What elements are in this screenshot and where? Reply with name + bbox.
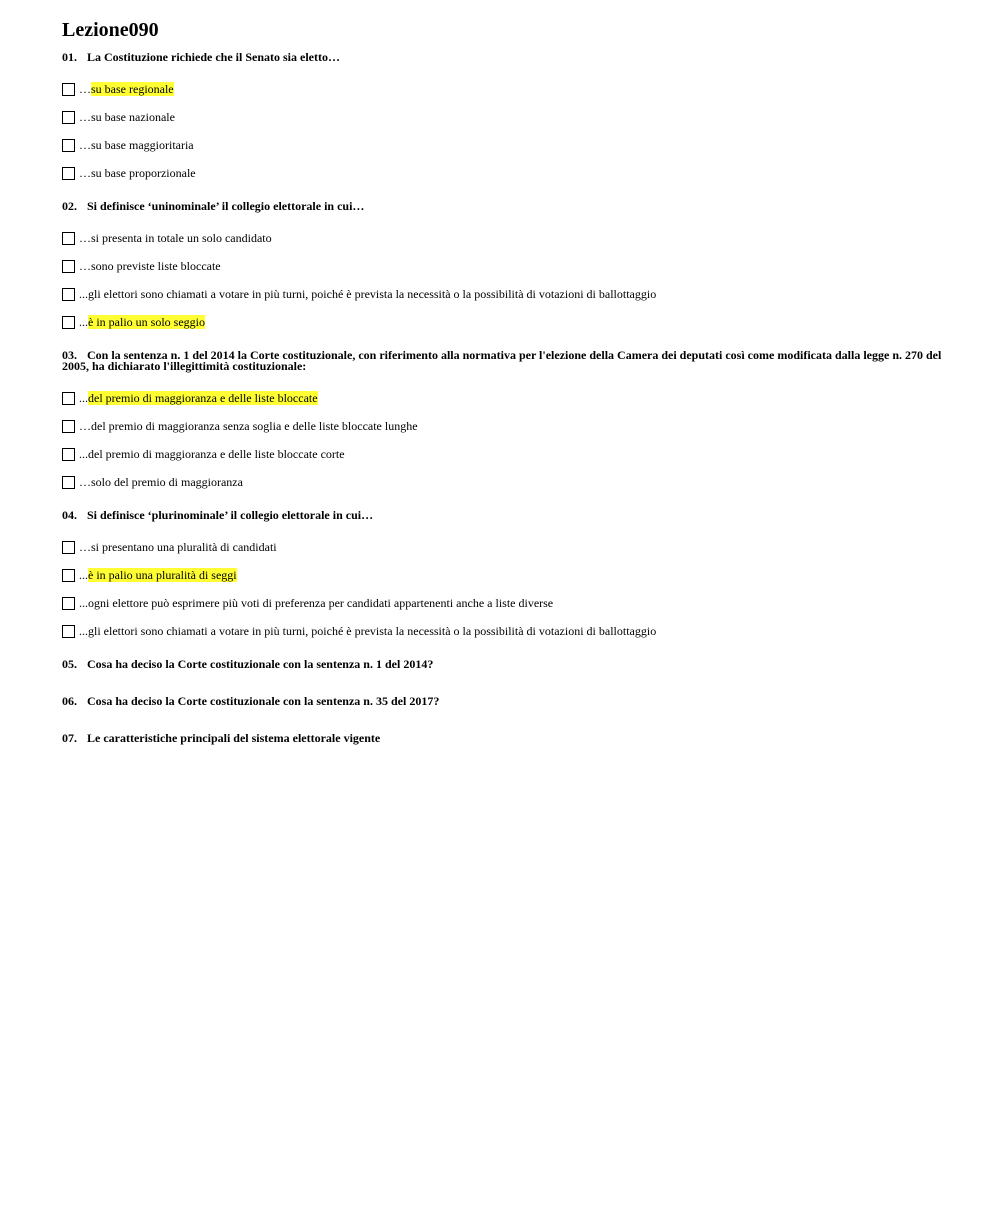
checkbox[interactable] (62, 139, 75, 152)
answer-option[interactable] (62, 159, 942, 187)
checkbox[interactable] (62, 316, 75, 329)
document-page (62, 18, 942, 770)
checkbox[interactable] (62, 260, 75, 273)
question-06 (62, 696, 942, 707)
checkbox[interactable] (62, 625, 75, 638)
option-label: …sono previste liste bloccate (79, 258, 221, 273)
question-03 (62, 350, 942, 496)
checkbox[interactable] (62, 476, 75, 489)
checkbox[interactable] (62, 448, 75, 461)
checkbox[interactable] (62, 420, 75, 433)
question-text (62, 659, 942, 670)
answer-options (62, 533, 942, 645)
question-body: Le caratteristiche principali del sistema elettorale vigente (87, 731, 381, 745)
checkbox[interactable] (62, 288, 75, 301)
question-body: La Costituzione richiede che il Senato sia eletto… (87, 50, 340, 64)
answer-option[interactable] (62, 252, 942, 280)
option-label: …solo del premio di maggioranza (79, 474, 243, 489)
answer-option[interactable] (62, 308, 942, 336)
option-label: …su base maggioritaria (79, 137, 194, 152)
option-label: …su base nazionale (79, 109, 175, 124)
answer-option[interactable] (62, 440, 942, 468)
checkbox[interactable] (62, 569, 75, 582)
question-body: Cosa ha deciso la Corte costituzionale con la sentenza n. 35 del 2017? (87, 694, 440, 708)
answer-option[interactable] (62, 468, 942, 496)
checkbox[interactable] (62, 232, 75, 245)
question-text (62, 52, 942, 63)
question-number: 06. (62, 694, 77, 708)
answer-option[interactable] (62, 280, 942, 308)
answer-option[interactable] (62, 103, 942, 131)
answer-options (62, 224, 942, 336)
checkbox[interactable] (62, 83, 75, 96)
answer-options (62, 75, 942, 187)
question-text (62, 696, 942, 707)
answer-option[interactable] (62, 533, 942, 561)
question-body: Cosa ha deciso la Corte costituzionale con la sentenza n. 1 del 2014? (87, 657, 434, 671)
option-label: ...del premio di maggioranza e delle liste bloccate corte (79, 446, 345, 461)
option-label: …del premio di maggioranza senza soglia e delle liste bloccate lunghe (79, 418, 418, 433)
question-number: 07. (62, 731, 77, 745)
option-label: ...è in palio un solo seggio (79, 314, 205, 329)
answer-option[interactable] (62, 224, 942, 252)
answer-option[interactable] (62, 384, 942, 412)
checkbox[interactable] (62, 167, 75, 180)
option-label: …si presentano una pluralità di candidati (79, 539, 277, 554)
question-01 (62, 52, 942, 187)
question-05 (62, 659, 942, 670)
question-number: 05. (62, 657, 77, 671)
answer-option[interactable] (62, 131, 942, 159)
question-02 (62, 201, 942, 336)
checkbox[interactable] (62, 392, 75, 405)
checkbox[interactable] (62, 597, 75, 610)
option-label: ...è in palio una pluralità di seggi (79, 567, 237, 582)
option-label: …su base regionale (79, 81, 174, 96)
question-text (62, 733, 942, 744)
checkbox[interactable] (62, 111, 75, 124)
question-number: 03. (62, 348, 77, 362)
highlighted-answer: è in palio un solo seggio (88, 314, 205, 329)
checkbox[interactable] (62, 541, 75, 554)
answer-options (62, 384, 942, 496)
option-label: ...del premio di maggioranza e delle liste bloccate (79, 390, 318, 405)
option-label: …si presenta in totale un solo candidato (79, 230, 272, 245)
highlighted-answer: è in palio una pluralità di seggi (88, 567, 237, 582)
question-body: Si definisce ‘uninominale’ il collegio elettorale in cui… (87, 199, 365, 213)
option-label: ...gli elettori sono chiamati a votare in più turni, poiché è prevista la necessità o la possibilità di votazioni di ballottaggio (79, 623, 657, 638)
answer-option[interactable] (62, 412, 942, 440)
question-number: 01. (62, 50, 77, 64)
highlighted-answer: su base regionale (91, 81, 174, 96)
question-text (62, 201, 942, 212)
question-text (62, 510, 942, 521)
highlighted-answer: del premio di maggioranza e delle liste bloccate (88, 390, 318, 405)
answer-option[interactable] (62, 75, 942, 103)
answer-option[interactable] (62, 617, 942, 645)
question-07 (62, 733, 942, 744)
document-title: Lezione090 (62, 19, 159, 41)
option-label: …su base proporzionale (79, 165, 196, 180)
option-label: ...gli elettori sono chiamati a votare in più turni, poiché è prevista la necessità o la possibilità di votazioni di ballottaggio (79, 286, 657, 301)
question-number: 04. (62, 508, 77, 522)
question-number: 02. (62, 199, 77, 213)
option-label: ...ogni elettore può esprimere più voti di preferenza per candidati appartenenti anche a liste diverse (79, 595, 554, 610)
answer-option[interactable] (62, 561, 942, 589)
question-text (62, 350, 942, 372)
answer-option[interactable] (62, 589, 942, 617)
question-04 (62, 510, 942, 645)
question-body: Si definisce ‘plurinominale’ il collegio elettorale in cui… (87, 508, 374, 522)
question-body: Con la sentenza n. 1 del 2014 la Corte costituzionale, con riferimento alla normativa per l'elezione della Camera dei deputati così come modificata dalla legge n. 270 del 2005, ha dichiarato l'illegittimità costituzionale: (62, 348, 942, 373)
